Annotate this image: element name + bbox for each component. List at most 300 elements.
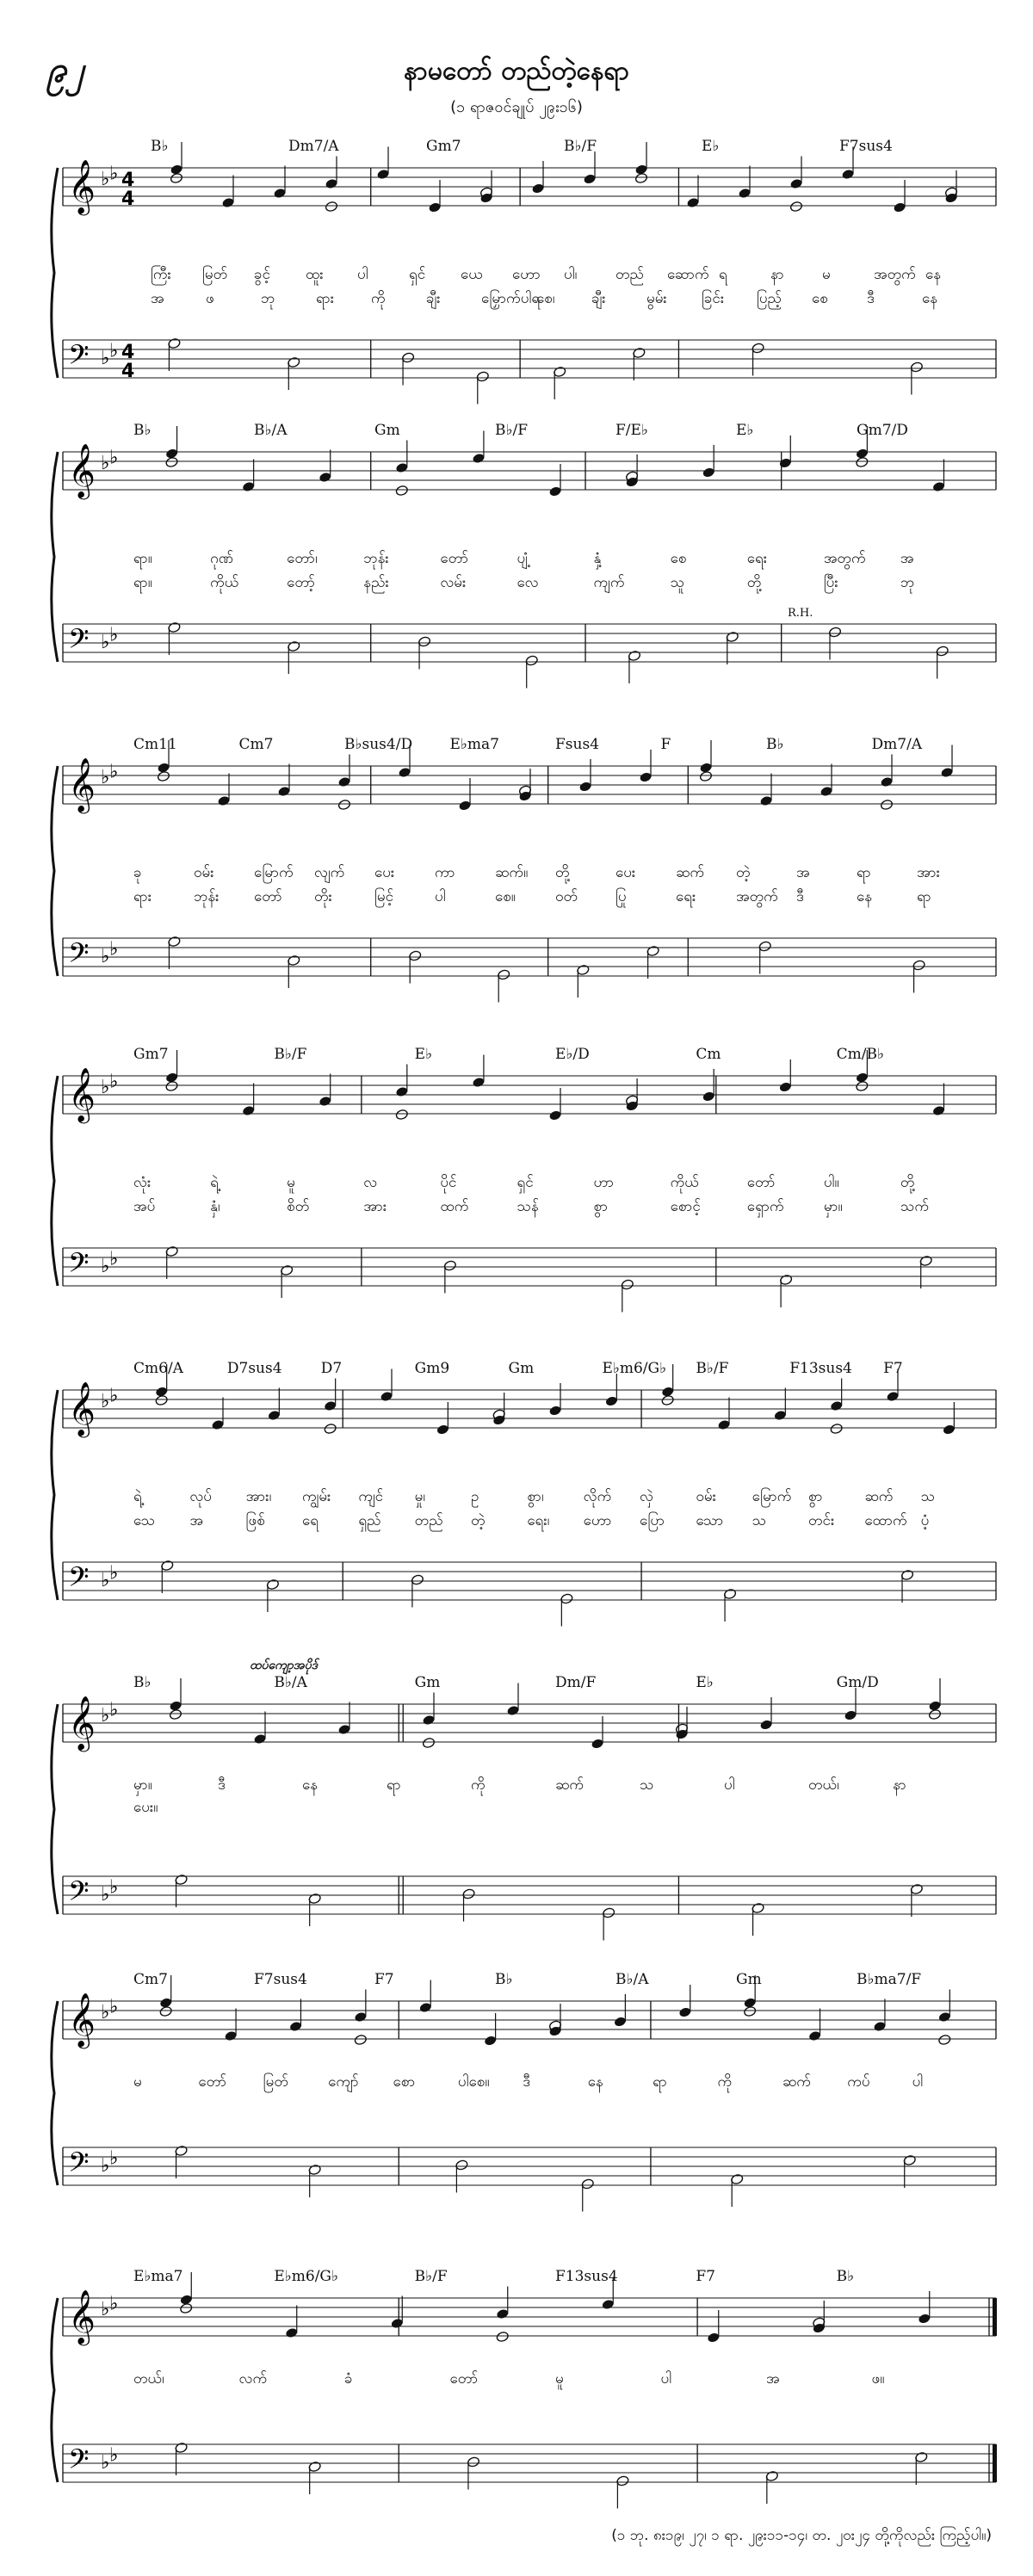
chord-symbol: Gm <box>414 1674 441 1691</box>
flat-icon: ♭ <box>101 1256 110 1277</box>
flat-icon: ♭ <box>109 163 119 185</box>
lyric-syllable: နှံ့ <box>593 550 602 567</box>
lyric-syllable: ကို <box>371 290 386 307</box>
flat-icon: ♭ <box>109 624 119 646</box>
treble-clef-icon: 𝄞 <box>68 159 96 213</box>
chord-symbol: B♭/F <box>495 422 529 439</box>
page-number: ၉၂ <box>47 49 84 90</box>
system-brace <box>52 766 58 976</box>
chord-symbol: E♭ma7 <box>133 2268 183 2285</box>
lyric-syllable: စွာ <box>593 1198 609 1215</box>
song-title: နာမတော် တည်တဲ့နေရာ <box>403 56 630 86</box>
chord-symbol: Gm7/D <box>857 422 908 439</box>
note-head <box>789 201 802 212</box>
chord-symbol: Gm <box>374 422 400 439</box>
bass-clef-icon: 𝄢 <box>68 1561 90 1599</box>
system-brace <box>52 2001 58 2185</box>
lyric-syllable: ပျံ့ <box>516 550 528 567</box>
lyric-syllable: နေ <box>857 888 873 905</box>
chord-symbol: Gm/D <box>836 1674 879 1691</box>
lyric-syllable: မှာ။ <box>823 1198 843 1215</box>
flat-icon: ♭ <box>101 2002 110 2023</box>
lyric-syllable: ပေး <box>374 864 395 881</box>
lyric-syllable: ဘု <box>900 574 915 591</box>
footer-cross-reference: (၁ ဘု. ၈း၁၉၊ ၂၇၊ ၁ ရာ. ၂၉း၁၁-၁၄၊ တ. ၂၀း၂၄ တို့ကိုလည်း ကြည့်ပါ။) <box>611 2527 992 2544</box>
chord-symbol: Cm7 <box>133 1971 168 1988</box>
lyric-syllable: တော် <box>440 550 469 567</box>
lyric-syllable: သော <box>696 1512 724 1529</box>
note-head <box>337 799 350 810</box>
lyric-syllable: ဒီ <box>218 1776 226 1794</box>
flat-icon: ♭ <box>101 169 110 190</box>
lyric-syllable: စေ။ <box>495 888 516 905</box>
lyric-syllable: သူ <box>670 574 685 591</box>
lyric-syllable: ပိုင် <box>440 1174 457 1191</box>
flat-icon: ♭ <box>101 946 110 967</box>
lyric-syllable: မူ <box>555 2370 564 2388</box>
lyric-syllable: တို့ <box>746 574 762 591</box>
bass-clef-icon: 𝄢 <box>68 623 90 661</box>
lyric-syllable: ရာ <box>387 1776 401 1794</box>
treble-clef-icon: 𝄞 <box>68 2289 96 2344</box>
chord-symbol: B♭/A <box>254 422 288 439</box>
lyric-syllable: တို့ <box>555 864 570 881</box>
chord-symbol: F7 <box>696 2268 715 2285</box>
flat-icon: ♭ <box>109 1562 119 1585</box>
lyric-syllable: တော် <box>746 1174 776 1191</box>
lyric-syllable: ရာ။ <box>133 550 152 567</box>
lyric-syllable: တယ်၊ <box>133 2370 164 2388</box>
chord-symbol: B♭sus4/D <box>344 736 413 753</box>
lyric-syllable: ပါ <box>660 2370 672 2388</box>
lyric-syllable: တယ်၊ <box>808 1776 839 1794</box>
lyric-syllable: သ <box>752 1512 767 1529</box>
treble-clef-icon: 𝄞 <box>68 1067 96 1121</box>
lyric-syllable: မြောက် <box>254 864 294 881</box>
lyric-syllable: ပြီး <box>823 574 838 591</box>
lyric-syllable: ရေ <box>302 1512 319 1529</box>
lyric-syllable: နှံ၊ <box>210 1198 220 1215</box>
lyric-syllable: ရဲ့ <box>210 1174 219 1191</box>
chord-symbol: E♭ <box>702 138 720 155</box>
chord-symbol: E♭ <box>414 1046 433 1063</box>
bass-clef-icon: 𝄢 <box>68 937 90 975</box>
lyric-syllable: ဒီ <box>867 290 875 307</box>
lyric-syllable: နေ <box>922 290 938 307</box>
lyric-syllable: လက် <box>238 2370 268 2388</box>
lyric-syllable: လှဲ <box>640 1488 653 1505</box>
lyric-syllable: ပြော <box>640 1512 665 1529</box>
lyric-syllable: ဟာ <box>593 1174 615 1191</box>
flat-icon: ♭ <box>109 1876 119 1899</box>
lyric-syllable: ဝမ်း <box>696 1488 716 1505</box>
lyric-syllable: ပေး <box>615 864 636 881</box>
chord-symbol: Dm7/A <box>288 138 339 155</box>
flat-icon: ♭ <box>101 767 110 788</box>
note-head <box>354 2034 367 2045</box>
lyric-syllable: စိတ် <box>287 1198 310 1215</box>
lyric-syllable: နေ <box>587 2073 603 2091</box>
note-head <box>157 770 170 781</box>
lyric-syllable: သက် <box>900 1198 929 1215</box>
lyric-syllable: အား၊ <box>245 1488 272 1505</box>
lyric-syllable: သ <box>640 1776 654 1794</box>
chord-symbol: E♭m6/G♭ <box>274 2268 339 2285</box>
chord-symbol: D7 <box>320 1360 343 1377</box>
flat-icon: ♭ <box>109 1071 119 1093</box>
chord-symbol: B♭/F <box>564 138 597 155</box>
flat-icon: ♭ <box>109 2444 119 2467</box>
chord-symbol: B♭/F <box>274 1046 307 1063</box>
chord-symbol: E♭m6/G♭ <box>602 1360 667 1377</box>
system-brace <box>52 1704 58 1914</box>
lyric-syllable: တော်၊ <box>287 550 318 567</box>
note-head <box>856 1080 869 1091</box>
lyric-syllable: ဟော <box>583 1512 612 1529</box>
lyric-syllable: ကျွမ်း <box>302 1488 331 1505</box>
note-head <box>422 1737 435 1748</box>
bass-clef-icon: 𝄢 <box>68 2443 90 2481</box>
lyric-syllable: အ <box>900 550 914 567</box>
flat-icon: ♭ <box>101 1884 110 1906</box>
lyric-syllable: ဖြစ် <box>245 1512 265 1529</box>
lyric-syllable: မွမ်း <box>646 290 667 307</box>
chord-symbol: Cm <box>696 1046 721 1063</box>
lyric-syllable: တဲ့ <box>736 864 751 881</box>
lyric-syllable: ရဲ့ <box>133 1488 142 1505</box>
note-head <box>165 1080 178 1091</box>
lyric-syllable: ရား <box>316 290 335 307</box>
note-head <box>661 1394 674 1405</box>
lyric-syllable: ပံ့ <box>920 1512 930 1529</box>
lyric-syllable: စေ၊ <box>536 290 555 307</box>
lyric-syllable: တော့် <box>287 574 315 591</box>
lyric-syllable: သ <box>920 1488 936 1505</box>
music-system <box>47 1971 1003 2246</box>
flat-icon: ♭ <box>101 1077 110 1098</box>
chord-symbol: F7 <box>374 1971 394 1988</box>
flat-icon: ♭ <box>109 1385 119 1407</box>
note-head <box>180 2302 193 2313</box>
time-signature-icon: 4 <box>121 342 135 363</box>
lyric-syllable: ဖ <box>206 290 214 307</box>
chord-symbol: B♭/A <box>615 1971 649 1988</box>
lyric-syllable: အတွက် <box>874 266 916 283</box>
lyric-syllable: ဘုန်း <box>194 888 220 905</box>
lyric-syllable: လေ <box>516 574 539 591</box>
chord-symbol: F7sus4 <box>254 1971 307 1988</box>
lyric-syllable: ရာ။ <box>133 574 152 591</box>
lyric-syllable: တည် <box>615 266 644 283</box>
note-head <box>856 456 869 467</box>
lyric-syllable: မြတ် <box>202 266 228 283</box>
flat-icon: ♭ <box>109 2293 119 2315</box>
final-barline <box>993 2444 997 2482</box>
lyric-syllable: အပ် <box>133 1198 156 1215</box>
treble-clef-icon: 𝄞 <box>68 1381 96 1436</box>
note-head <box>395 485 408 496</box>
music-system <box>47 138 1003 413</box>
note-head <box>634 172 647 183</box>
lyric-syllable: စော <box>393 2073 416 2091</box>
note-head <box>496 2331 509 2342</box>
chord-symbol: B♭/A <box>274 1674 307 1691</box>
lyric-syllable: ကို <box>717 2073 733 2091</box>
lyric-syllable: နာ <box>893 1776 906 1794</box>
lyric-syllable: ရှင် <box>409 266 426 283</box>
note-head <box>938 2034 951 2045</box>
note-head <box>325 201 337 212</box>
chord-symbol: Gm7 <box>133 1046 169 1063</box>
flat-icon: ♭ <box>109 938 119 961</box>
lyric-syllable: ဝမ်း <box>194 864 214 881</box>
lyric-syllable: ပြည့် <box>757 290 782 307</box>
flat-icon: ♭ <box>109 340 119 362</box>
lyric-syllable: ဖ။ <box>871 2370 885 2388</box>
chord-symbol: B♭ <box>766 736 784 753</box>
lyric-syllable: စောင့် <box>670 1198 701 1215</box>
lyric-syllable: သန် <box>516 1198 539 1215</box>
flat-icon: ♭ <box>101 1705 110 1727</box>
note-head <box>699 770 712 781</box>
note-head <box>743 2005 756 2017</box>
lyric-syllable: ပါ၊ <box>564 266 578 283</box>
music-system <box>47 2268 1003 2543</box>
bass-clef-icon: 𝄢 <box>68 1875 90 1913</box>
flat-icon: ♭ <box>109 1699 119 1721</box>
flat-icon: ♭ <box>101 2299 110 2320</box>
chord-symbol: B♭ <box>495 1971 513 1988</box>
system-staves <box>47 1971 1003 2246</box>
treble-clef-icon: 𝄞 <box>68 443 96 497</box>
lyric-syllable: တင်း <box>808 1512 835 1529</box>
bass-clef-icon: 𝄢 <box>68 2147 90 2184</box>
lyric-syllable: တော် <box>198 2073 227 2091</box>
lyric-syllable: ရေး <box>676 888 696 905</box>
lyric-syllable: ကာ <box>435 864 455 881</box>
lyric-syllable: ဥ <box>471 1488 479 1505</box>
lyric-syllable: ဒီ <box>523 2073 531 2091</box>
music-system <box>47 1360 1003 1635</box>
chord-symbol: Gm7 <box>426 138 461 155</box>
treble-clef-icon: 𝄞 <box>68 757 96 812</box>
lyric-syllable: ဆက်။ <box>495 864 529 881</box>
note-head <box>324 1423 337 1434</box>
note-head <box>159 2005 172 2017</box>
lyric-syllable: ရေး၊ <box>527 1512 550 1529</box>
lyric-syllable: ဂုဏ် <box>210 550 233 567</box>
flat-icon: ♭ <box>101 2452 110 2474</box>
lyric-syllable: မှု၊ <box>414 1488 426 1505</box>
refrain-marking: ထပ်ကျော့အပိုဒ် <box>250 1659 318 1672</box>
music-system <box>47 1046 1003 1321</box>
bass-clef-icon: 𝄢 <box>68 339 90 377</box>
lyric-syllable: လုံး <box>133 1174 152 1191</box>
chord-symbol: Cm6/A <box>133 1360 183 1377</box>
lyric-syllable: မ <box>822 266 831 283</box>
note-head <box>170 172 182 183</box>
chord-symbol: F <box>660 736 671 753</box>
lyric-syllable: မ <box>133 2073 142 2091</box>
lyric-syllable: တော် <box>254 888 282 905</box>
lyric-syllable: အတွက် <box>823 550 866 567</box>
lyric-syllable: ဘုန်း <box>363 550 389 567</box>
lyric-syllable: တိုး <box>314 888 332 905</box>
flat-icon: ♭ <box>101 348 110 369</box>
system-brace <box>52 1076 58 1286</box>
chord-symbol: B♭ <box>151 138 169 155</box>
lyric-syllable: တော် <box>449 2370 479 2388</box>
lyric-syllable: ပါ။ <box>823 1174 839 1191</box>
system-staves <box>47 1674 1003 1949</box>
lyric-syllable: တဲ့ <box>471 1512 486 1529</box>
lyric-syllable: အ <box>796 864 810 881</box>
lyric-syllable: ခြင်း <box>702 290 725 307</box>
flat-icon: ♭ <box>109 761 119 783</box>
lyric-syllable: စေ <box>812 290 828 307</box>
chord-symbol: Dm7/A <box>871 736 923 753</box>
lyric-syllable: နေ <box>302 1776 319 1794</box>
note-head <box>928 1708 941 1720</box>
lyric-syllable: စွာ <box>808 1488 823 1505</box>
chord-symbol: F7sus4 <box>839 138 893 155</box>
lyric-syllable: ရှည် <box>358 1512 381 1529</box>
lyric-syllable: အ <box>189 1512 203 1529</box>
lyric-syllable: ကျော် <box>328 2073 359 2091</box>
music-system <box>47 736 1003 1011</box>
scripture-reference: (၁ ရာဇဝင်ချုပ် ၂၉း၁၆) <box>450 98 583 116</box>
note-head <box>830 1423 843 1434</box>
lyric-syllable: လျက် <box>314 864 345 881</box>
lyric-syllable: ဟော <box>512 266 541 283</box>
flat-icon: ♭ <box>101 2155 110 2177</box>
lyric-syllable: တို့ <box>900 1174 915 1191</box>
treble-clef-icon: 𝄞 <box>68 1992 96 2047</box>
lyric-syllable: ဆက် <box>864 1488 894 1505</box>
note-head <box>169 1708 182 1720</box>
lyric-syllable: ရား <box>133 888 152 905</box>
system-brace <box>52 2298 58 2482</box>
note-head <box>395 1109 408 1120</box>
music-system <box>47 1659 1003 1949</box>
lyric-syllable: နည်း <box>363 574 389 591</box>
lyric-syllable: နာ <box>770 266 784 283</box>
lyric-syllable: စွာ၊ <box>527 1488 544 1505</box>
final-barline <box>993 2298 997 2336</box>
note-head <box>165 456 178 467</box>
lyric-syllable: ပါ <box>724 1776 735 1794</box>
lyric-syllable: လုပ် <box>189 1488 212 1505</box>
system-brace <box>52 1390 58 1600</box>
chord-symbol: E♭/D <box>555 1046 590 1063</box>
lyric-syllable: ကြီး <box>151 266 171 283</box>
lyric-syllable: ကို <box>471 1776 486 1794</box>
chord-symbol: Cm/B♭ <box>836 1046 885 1063</box>
lyric-syllable: ချီး <box>426 290 441 307</box>
lyric-syllable: ယေ <box>461 266 483 283</box>
lyric-syllable: ဆက် <box>555 1776 585 1794</box>
chord-symbol: F13sus4 <box>789 1360 852 1377</box>
lyric-syllable: ခု <box>133 864 142 881</box>
lyric-syllable: ခွင့် <box>254 266 270 283</box>
chord-symbol: F13sus4 <box>555 2268 618 2285</box>
chord-symbol: Fsus4 <box>555 736 600 753</box>
note-head <box>880 799 893 810</box>
lyric-syllable: စေ <box>670 550 687 567</box>
chord-symbol: D7sus4 <box>226 1360 282 1377</box>
time-signature-icon: 4 <box>121 361 135 382</box>
system-brace <box>52 168 58 378</box>
lyric-syllable: မြတ် <box>263 2073 288 2091</box>
lyric-syllable: ဆက် <box>782 2073 811 2091</box>
lyric-syllable: ဆောက် <box>667 266 709 283</box>
note-head <box>155 1394 168 1405</box>
lyric-syllable: မြောက် <box>752 1488 792 1505</box>
lyric-syllable: ဒီ <box>796 888 804 905</box>
flat-icon: ♭ <box>109 1996 119 2018</box>
lyric-syllable: ရှင် <box>516 1174 534 1191</box>
lyric-syllable: ရ <box>719 266 727 283</box>
lyric-syllable: ပါစေ။ <box>457 2073 490 2091</box>
chord-symbol: Cm11 <box>133 736 177 753</box>
chord-symbol: F/E♭ <box>615 422 648 439</box>
lyric-syllable: ရာ <box>857 864 871 881</box>
lyric-syllable: တည် <box>414 1512 443 1529</box>
lyric-syllable: လ <box>363 1174 378 1191</box>
lyric-syllable: ကိုယ် <box>210 574 239 591</box>
chord-symbol: B♭/F <box>696 1360 729 1377</box>
lyric-syllable: မြင့် <box>374 888 393 905</box>
lyric-syllable: ပါ <box>912 2073 924 2091</box>
lyric-syllable: မူ <box>287 1174 295 1191</box>
chord-symbol: E♭ <box>736 422 754 439</box>
chord-symbol: E♭ma7 <box>449 736 499 753</box>
chord-symbol: B♭ma7/F <box>857 1971 922 1988</box>
chord-symbol: E♭ <box>696 1674 714 1691</box>
lyric-syllable: အား <box>917 864 940 881</box>
lyric-syllable: မှာ။ <box>133 1776 152 1794</box>
chord-symbol: B♭ <box>836 2268 855 2285</box>
lyric-syllable: အ <box>766 2370 780 2388</box>
chord-symbol: Gm9 <box>414 1360 450 1377</box>
lyric-syllable: ကိုယ် <box>670 1174 699 1191</box>
system-brace <box>52 452 58 662</box>
lyric-syllable: ဝတ် <box>555 888 578 905</box>
lyric-syllable: အား <box>363 1198 387 1215</box>
lyric-syllable: ချီး <box>591 290 606 307</box>
chord-symbol: Dm/F <box>555 1674 597 1691</box>
lyric-syllable: ပေး။ <box>133 1799 158 1816</box>
lyric-syllable: ရေး <box>746 550 768 567</box>
flat-icon: ♭ <box>109 2147 119 2170</box>
lyric-syllable: ခံ <box>344 2370 353 2388</box>
flat-icon: ♭ <box>109 447 119 469</box>
flat-icon: ♭ <box>101 632 110 653</box>
chord-symbol: Gm <box>508 1360 535 1377</box>
chord-symbol: Cm7 <box>238 736 274 753</box>
lyric-syllable: သေ <box>133 1512 156 1529</box>
chord-symbol: B♭ <box>133 422 152 439</box>
lyric-syllable: ထက် <box>440 1198 469 1215</box>
flat-icon: ♭ <box>101 453 110 474</box>
lyric-syllable: အတွက် <box>736 888 778 905</box>
right-hand-marking: R.H. <box>788 607 813 620</box>
lyric-syllable: ပါ <box>357 266 368 283</box>
lyric-syllable: ပါ <box>435 888 446 905</box>
flat-icon: ♭ <box>109 1248 119 1270</box>
lyric-syllable: မြှောက်ပါရ <box>481 290 541 307</box>
music-system <box>47 422 1003 697</box>
